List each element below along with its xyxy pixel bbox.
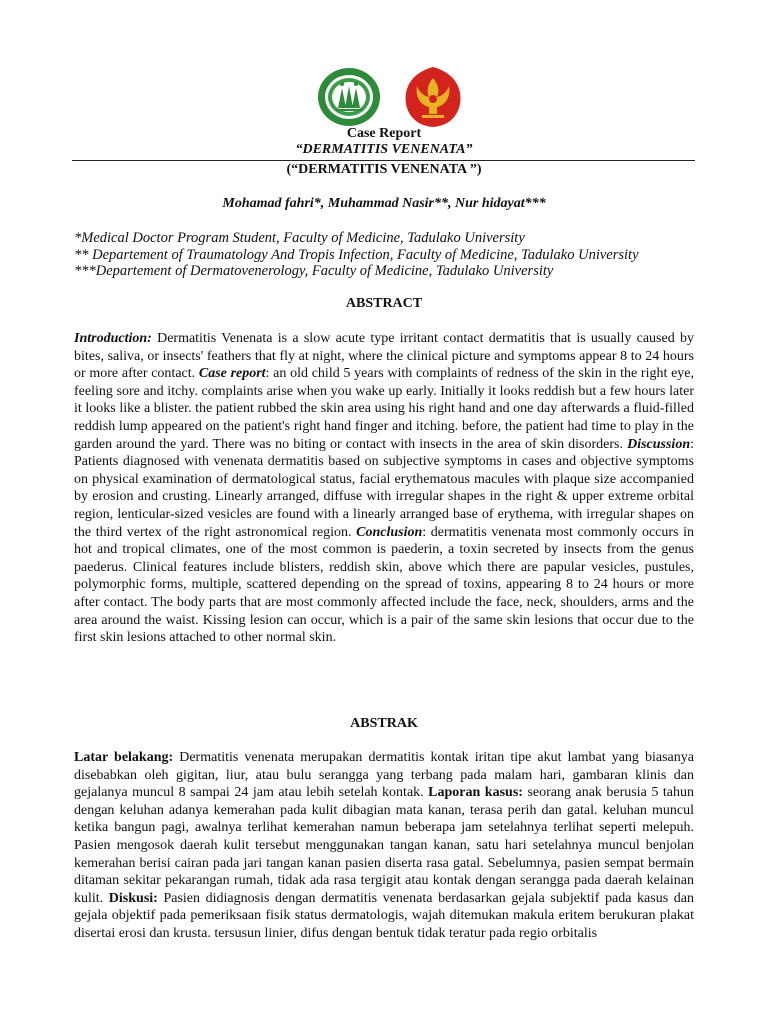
intro-label: Introduction: <box>74 331 152 346</box>
case-report-text: : an old child 5 years with complaints of redness of the skin in the right eye, feeling sore and itchy. complaints arise when you wake up early. Initially it looks reddish but a few hours later it looks like a blister. the patient rubbed the skin area using his right hand and one day afterwards a fluid-filled reddish lump appeared on the patient's right hand finger and itching. before, the patient had time to play in the garden around the yard. There was no biting or contact with insects in the area of skin disorders. <box>74 366 694 452</box>
affiliation-list <box>74 230 714 280</box>
diskusi-label: Diskusi: <box>108 890 158 906</box>
affiliation-2: ** Departement of Traumatology And Tropis Infection, Faculty of Medicine, Tadulako University <box>74 246 639 263</box>
hospital-logo <box>316 66 382 128</box>
report-title-repeat: (“DERMATITIS VENENATA ”) <box>286 162 482 177</box>
case-report-label: Case report <box>198 366 266 382</box>
abstract-body <box>74 330 694 647</box>
discussion-text: : Patients diagnosed with venenata dermatitis based on subjective symptoms in cases and objective symptoms on physical examination of dermatological status, facial erythematous macules with plaque size accompanied by erosion and crusting. Linearly arranged, diffuse with irregular shapes in the right & upper extreme orbital region, lenticular-sized vesicles are found with a linearly arranged base of erythema, with irregular shapes on the third vertex of the right astronomical region. <box>74 436 694 540</box>
latar-belakang-label: Latar belakang: <box>74 750 174 765</box>
conclusion-label: Conclusion <box>356 524 423 540</box>
discussion-label: Discussion <box>627 436 691 452</box>
abstrak-heading: ABSTRAK <box>350 716 418 731</box>
title-divider <box>72 160 695 161</box>
conclusion-text: : dermatitis venenata most commonly occurs in hot and tropical climates, one of the most common is paederin, a toxin secreted by insects from the genus paederus. Clinical features include blisters, reddish skin, above which there are papular vesicles, pustules, polymorphic forms, multiple, scattered depending on the spread of toxins, appearing 8 to 24 hours or more after contact. The body parts that are most commonly affected include the face, neck, shoulders, arms and the area around the waist. Kissing lesion can occur, which is a pair of the same skin lesions that occur due to the first skin lesions attached to other normal skin. <box>74 524 694 646</box>
intro-text: Dermatitis Venenata is a slow acute type irritant contact dermatitis that is usually caused by bites, saliva, or insects' feathers that fly at night, where the clinical picture and symptoms appear 8 to 24 hours or more after contact. <box>74 331 694 382</box>
university-logo <box>402 66 464 128</box>
report-type: Case Report <box>346 126 422 141</box>
report-title: “DERMATITIS VENENATA” <box>295 142 473 157</box>
laporan-kasus-text: seorang anak berusia 5 tahun dengan keluhan adanya kemerahan pada kulit dibagian mata kanan, terasa perih dan gatal. keluhan muncul ketika bangun pagi, awalnya terlihat kemerahan namun beberapa jam setelahnya terlihat seperti melepuh. Pasien mengosok daerah kulit tersebut menggunakan tangan kanan, satu hari setelahnya muncul benjolan kemerahan berisi cairan pada jari tangan kanan pasien diserta rasa gatal. Sebelumnya, pasien sempat bermain ditaman sekitar pekarangan rumah, tidak ada rasa tergigit atau kontak dengan serangga pada daerah kelainan kulit. <box>74 785 694 906</box>
logo-row <box>0 66 768 128</box>
author-list: Mohamad fahri*, Muhammad Nasir**, Nur hidayat*** <box>222 196 546 211</box>
abstrak-body <box>74 749 694 957</box>
affiliation-3: ***Departement of Dermatovenerology, Faculty of Medicine, Tadulako University <box>74 263 554 279</box>
abstract-heading: ABSTRACT <box>345 296 423 311</box>
laporan-kasus-label: Laporan kasus: <box>428 785 523 801</box>
diskusi-text: Pasien didiagnosis dengan dermatitis venenata berdasarkan gejala subjektif pada kasus dan gejala objektif pada pemeriksaan fisik status dermatologis, wajah ditemukan makula eritem berukuran plakat disertai erosi dan krusta. tersusun linier, difus dengan bentuk tidak teratur pada regio orbitalis <box>74 890 694 941</box>
affiliation-1: *Medical Doctor Program Student, Faculty of Medicine, Tadulako University <box>74 230 525 246</box>
latar-belakang-text: Dermatitis venenata merupakan dermatitis kontak iritan tipe akut lambat yang biasanya disebabkan oleh gigitan, liur, atau bulu serangga yang terbang pada malam hari, gambaran klinis dan gejalanya muncul 8 sampai 24 jam atau lebih setelah kontak. <box>74 750 694 801</box>
